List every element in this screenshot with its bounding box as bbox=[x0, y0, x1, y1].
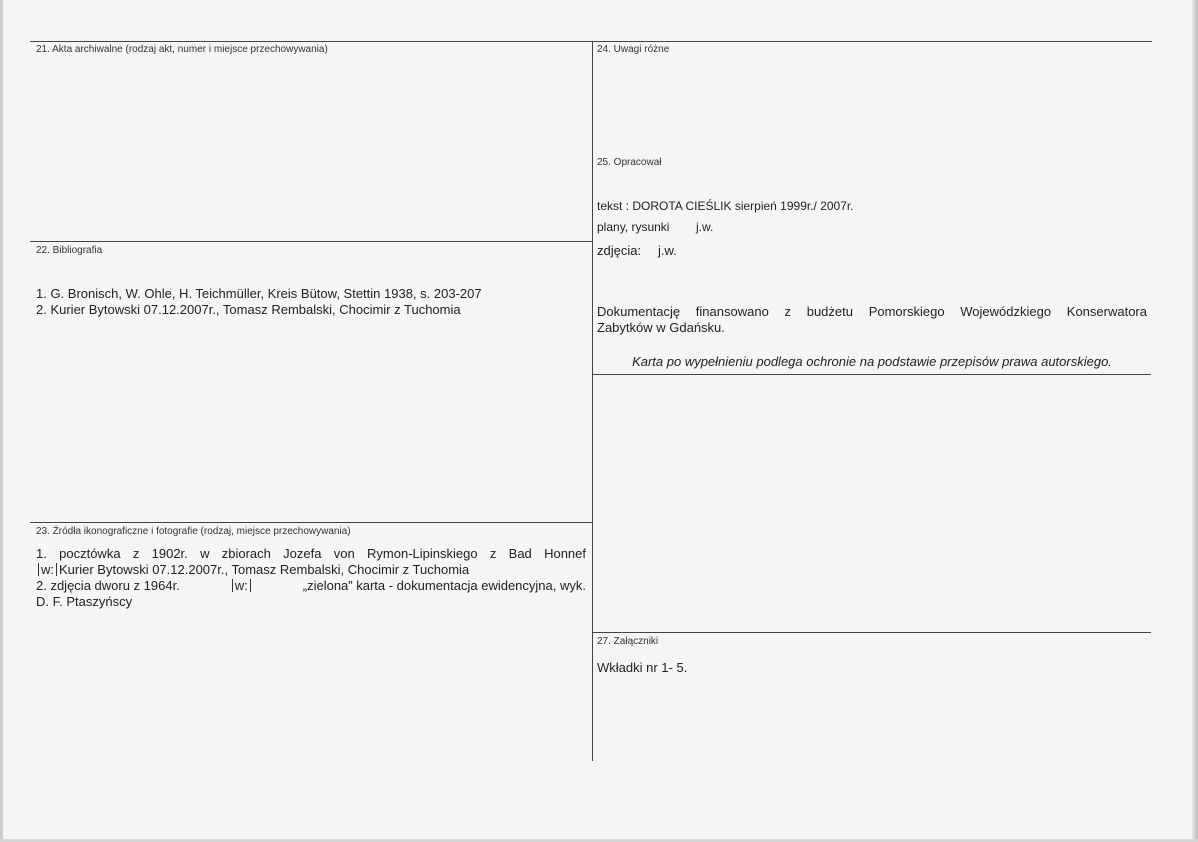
iconography-item-2-end: „zielona” karta - dokumentacja ewidencyjna, wyk. bbox=[302, 578, 586, 593]
section-label-27: 27. Załączniki bbox=[597, 636, 659, 647]
iconography-item-2-line2: D. F. Ptaszyńscy bbox=[36, 594, 133, 609]
bibliography-item: 2. Kurier Bytowski 07.12.2007r., Tomasz Rembalski, Chocimir z Tuchomia bbox=[36, 302, 461, 317]
photos-label: zdjęcia: bbox=[597, 243, 642, 258]
separator-bar bbox=[232, 579, 233, 592]
section-label-21: 21. Akta archiwalne (rodzaj akt, numer i miejsce przechowywania) bbox=[36, 44, 328, 55]
iconography-item-2-start: 2. zdjęcia dworu z 1964r. bbox=[36, 578, 180, 593]
iconography-item-2-source bbox=[230, 578, 253, 594]
rule-27 bbox=[592, 632, 1151, 633]
source-text: Kurier Bytowski 07.12.2007r., Tomasz Rembalski, Chocimir z Tuchomia bbox=[59, 562, 470, 577]
separator-bar bbox=[38, 563, 39, 576]
separator-bar bbox=[56, 563, 57, 576]
center-divider bbox=[592, 41, 593, 761]
rule-23 bbox=[30, 522, 592, 523]
copyright-notice: Karta po wypełnieniu podlega ochronie na podstawie przepisów prawa autorskiego. bbox=[632, 354, 1112, 369]
page-edge-left bbox=[0, 0, 3, 842]
top-rule bbox=[30, 41, 1152, 42]
funding-note bbox=[597, 304, 1147, 336]
iconography-item-1-line2 bbox=[36, 562, 586, 578]
bibliography-list bbox=[36, 286, 482, 318]
plans-label: plany, rysunki bbox=[597, 220, 670, 234]
attachments-value: Wkładki nr 1- 5. bbox=[597, 660, 688, 675]
iconography-item-1-line1: 1. pocztówka z 1902r. w zbiorach Jozefa von Rymon-Lipinskiego z Bad Honnef bbox=[36, 546, 586, 561]
section-label-24: 24. Uwagi różne bbox=[597, 44, 670, 55]
plans-value: j.w. bbox=[696, 220, 714, 234]
source-prefix: w: bbox=[41, 562, 54, 577]
funding-note-line2: Zabytków w Gdańsku. bbox=[597, 320, 725, 335]
page-edge-right bbox=[1192, 0, 1198, 842]
section-label-25: 25. Opracował bbox=[597, 157, 662, 168]
author-line: tekst : DOROTA CIEŚLIK sierpień 1999r./ 2007r. bbox=[597, 199, 854, 213]
section-label-23: 23. Źródła ikonograficzne i fotografie (rodzaj, miejsce przechowywania) bbox=[36, 526, 351, 537]
separator-bar bbox=[250, 579, 251, 592]
iconography-list bbox=[36, 546, 586, 610]
photos-value: j.w. bbox=[658, 243, 677, 258]
rule-22 bbox=[30, 241, 592, 242]
funding-note-line1: Dokumentację finansowano z budżetu Pomorskiego Wojewódzkiego Konserwatora bbox=[597, 304, 1147, 319]
rule-25-end bbox=[592, 374, 1151, 375]
iconography-item-2-line1 bbox=[36, 578, 586, 594]
source-prefix: w: bbox=[234, 578, 248, 593]
section-label-22: 22. Bibliografia bbox=[36, 245, 103, 256]
bibliography-item: 1. G. Bronisch, W. Ohle, H. Teichmüller, Kreis Bütow, Stettin 1938, s. 203-207 bbox=[36, 286, 482, 301]
